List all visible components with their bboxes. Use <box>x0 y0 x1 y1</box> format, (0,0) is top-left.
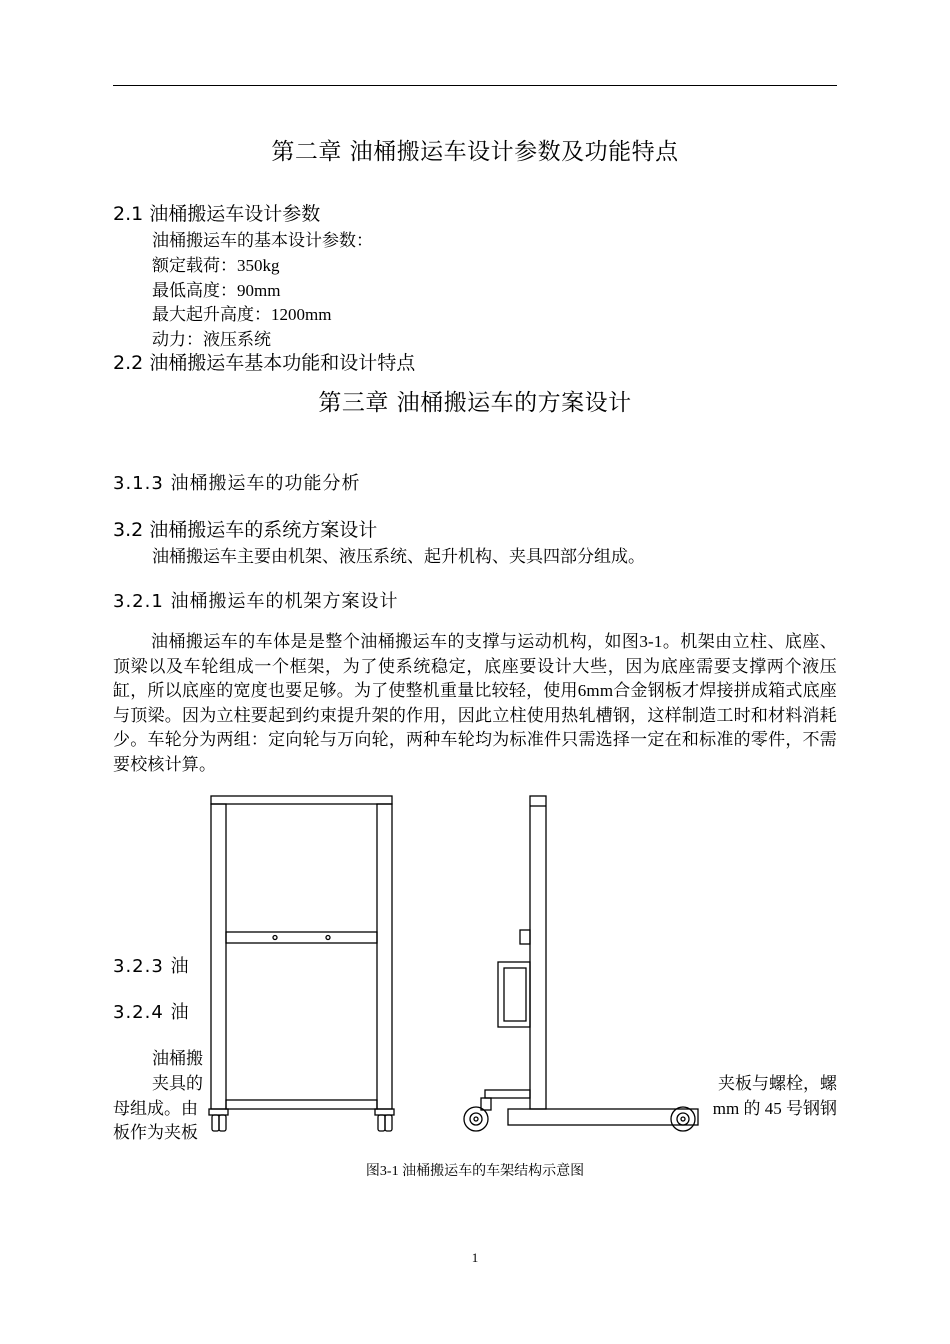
side-rear-wheel <box>671 1107 695 1131</box>
side-front-wheel-hub <box>470 1113 482 1125</box>
front-base-beam <box>226 1100 377 1109</box>
front-bolt-left <box>273 936 277 940</box>
hidden-line-4-left: 板作为夹板 <box>113 1123 198 1142</box>
front-wheel-left-a <box>212 1115 219 1131</box>
hidden-line-2-left: 夹具的 <box>152 1074 203 1093</box>
section-3-2-heading: 3.2 油桶搬运车的系统方案设计 <box>113 519 378 541</box>
front-right-column <box>377 804 392 1109</box>
hidden-line-1-left: 油桶搬 <box>152 1049 203 1068</box>
section-3-2-text: 油桶搬运车主要由机架、液压系统、起升机构、夹具四部分组成。 <box>152 547 645 566</box>
front-left-column <box>211 804 226 1109</box>
front-caster-mount-right <box>375 1109 394 1115</box>
side-front-wheel-axle <box>474 1117 478 1121</box>
hidden-line-3-left: 母组成。由 <box>113 1099 198 1118</box>
page-number: 1 <box>471 1250 479 1265</box>
side-rear-wheel-hub <box>677 1113 689 1125</box>
side-view <box>464 796 698 1131</box>
front-wheel-right-b <box>385 1115 392 1131</box>
side-bracket <box>520 930 530 944</box>
params-intro: 油桶搬运车的基本设计参数： <box>152 231 373 250</box>
front-top-beam <box>211 796 392 804</box>
chapter3-title: 第三章 油桶搬运车的方案设计 <box>318 390 632 416</box>
param-min-height: 最低高度：90mm <box>152 281 281 300</box>
front-wheel-left-b <box>219 1115 226 1131</box>
frame-drawing-svg <box>200 790 710 1142</box>
section-3-2-4-heading-fragment: 3.2.4 油 <box>113 1002 190 1023</box>
side-column <box>530 796 546 1109</box>
section-2-1-heading: 2.1 油桶搬运车设计参数 <box>113 203 321 225</box>
front-view <box>209 796 394 1131</box>
side-handle-outer <box>498 962 530 1027</box>
side-handle-inner <box>504 968 526 1021</box>
header-rule <box>113 85 837 86</box>
frame-structure-figure <box>200 790 710 1142</box>
chapter2-title: 第二章 油桶搬运车设计参数及功能特点 <box>271 139 679 165</box>
param-rated-load: 额定载荷：350kg <box>152 256 280 275</box>
param-max-lift: 最大起升高度：1200mm <box>152 305 332 324</box>
side-base-beam <box>508 1109 698 1125</box>
section-3-1-3-heading: 3.1.3 油桶搬运车的功能分析 <box>113 473 361 494</box>
param-power: 动力：液压系统 <box>152 330 271 349</box>
section-3-2-3-heading-fragment: 3.2.3 油 <box>113 956 190 977</box>
side-front-arm <box>485 1090 530 1098</box>
figure-caption: 图3-1 油桶搬运车的车架结构示意图 <box>365 1164 585 1179</box>
section-3-2-1-heading: 3.2.1 油桶搬运车的机架方案设计 <box>113 591 399 612</box>
section-2-2-heading: 2.2 油桶搬运车基本功能和设计特点 <box>113 352 416 374</box>
side-rear-wheel-axle <box>681 1117 685 1121</box>
hidden-line-2-right: 夹板与螺栓，螺 <box>718 1074 837 1093</box>
front-caster-mount-left <box>209 1109 228 1115</box>
front-wheel-right-a <box>378 1115 385 1131</box>
side-front-wheel <box>464 1107 488 1131</box>
hidden-line-3-right: mm 的 45 号钢钢 <box>712 1099 837 1118</box>
section-3-2-1-paragraph: 油桶搬运车的车体是是整个油桶搬运车的支撑与运动机构，如图3-1。机架由立柱、底座、顶梁以及车轮组成一个框架，为了使系统稳定，底座要设计大些，因为底座需要支撑两个液压缸，所以底座的宽度也要足够。为了使整机重量比较轻，使用6mm合金钢板才焊接拼成箱式底座与顶梁。因为立柱要起到约束提升架的作用，因此立柱使用热轧槽钢，这样制造工时和材料消耗少。车轮分为两组：定向轮与万向轮，两种车轮均为标准件只需选择一定在和标准的零件，不需要校核计算。 <box>113 632 837 774</box>
front-cross-beam <box>226 932 377 943</box>
front-bolt-right <box>326 936 330 940</box>
